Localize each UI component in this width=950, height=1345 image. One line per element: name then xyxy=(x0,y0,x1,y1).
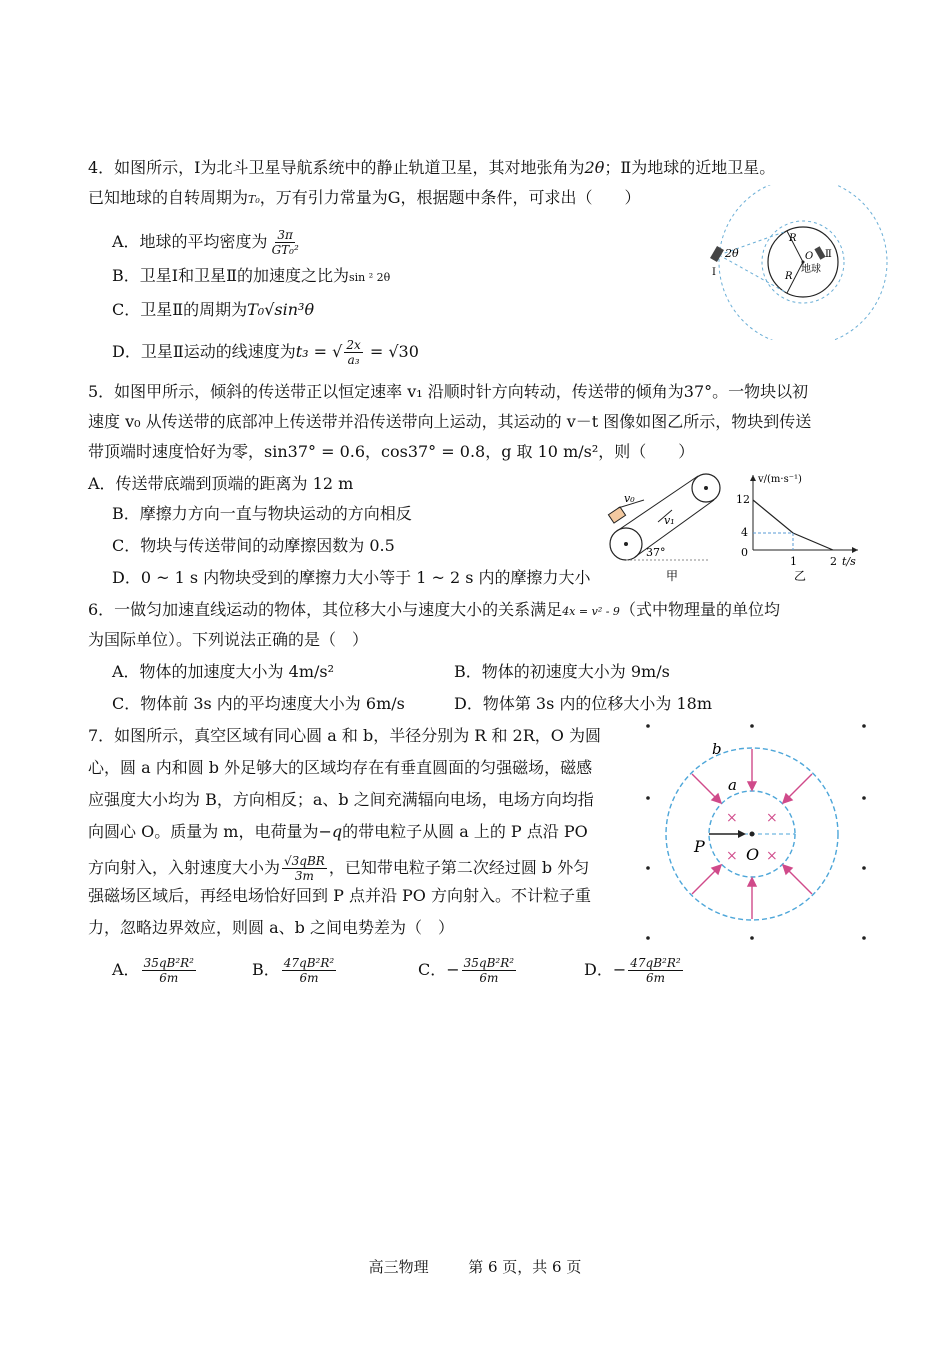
svg-text:v₀: v₀ xyxy=(624,492,635,505)
svg-text:O: O xyxy=(746,845,760,864)
q4-option-b: B．卫星Ⅰ和卫星Ⅱ的加速度之比为sin ² 2θ xyxy=(112,266,391,285)
svg-text:Ⅱ: Ⅱ xyxy=(825,249,832,260)
q4-option-a: A．地球的平均密度为 $\frac{3\pi}{\text{GT₀²}}$ xyxy=(112,228,299,257)
q5-option-d: D．0 ~ 1 s 内物块受到的摩擦力大小等于 1 ~ 2 s 内的摩擦力大小 xyxy=(112,568,591,587)
q5-line2: 速度 v₀ 从传送带的底部冲上传送带并沿传送带向上运动，其运动的 v－t 图像如图乙所示，物块到传送 xyxy=(88,412,812,431)
svg-text:×: × xyxy=(726,810,738,826)
q5-figure-conveyor xyxy=(600,466,730,586)
svg-text:b: b xyxy=(712,740,722,758)
q7-line7: 力，忽略边界效应，则圆 a、b 之间电势差为（ ） xyxy=(88,918,454,937)
svg-text:4: 4 xyxy=(741,526,748,539)
svg-text:R: R xyxy=(785,271,793,282)
svg-text:Ⅰ: Ⅰ xyxy=(712,267,716,278)
q5-line3: 带顶端时速度恰好为零，sin37° = 0.6，cos37° = 0.8，g 取 10 m/s²，则（ ） xyxy=(88,442,695,461)
q4-option-c: C．卫星Ⅱ的周期为T₀√sin³θ xyxy=(112,300,315,319)
q7-option-c: C．− $\frac{\text{35qB²R²}}{6m}$ xyxy=(418,956,515,985)
q7-option-b: B． $\frac{\text{47qB²R²}}{6m}$ xyxy=(252,956,335,985)
q4-option-d: D．卫星Ⅱ运动的线速度为t₃ = √ $\frac{2x}{\text{a₃}}$ = √30 xyxy=(112,338,419,367)
svg-text:v/(m·s⁻¹): v/(m·s⁻¹) xyxy=(758,474,802,485)
q7-line3: 应强度大小均为 B，方向相反；a、b 之间充满辐向电场，电场方向均指 xyxy=(88,790,594,809)
q6-option-c: C．物体前 3s 内的平均速度大小为 6m/s xyxy=(112,694,405,713)
q6-line2: 为国际单位）。下列说法正确的是（ ） xyxy=(88,630,369,649)
svg-text:t/s: t/s xyxy=(842,555,856,568)
svg-text:P: P xyxy=(694,837,705,856)
svg-text:2θ: 2θ xyxy=(725,247,739,260)
satellite-2-icon xyxy=(814,246,825,259)
q7-line4: 向圆心 O。质量为 m，电荷量为−q的带电粒子从圆 a 上的 P 点沿 PO xyxy=(88,822,588,841)
svg-text:乙: 乙 xyxy=(794,569,807,583)
page-footer xyxy=(0,1256,950,1277)
q6-option-a: A．物体的加速度大小为 4m/s² xyxy=(112,662,335,681)
svg-text:O: O xyxy=(805,251,814,262)
q7-line5: 方向射入，入射速度大小为 $\frac{\text{√3qBR}}{3m}$ ，已知带电粒子第二次经过圆 b 外匀 xyxy=(88,854,590,883)
svg-text:12: 12 xyxy=(736,493,750,506)
svg-text:×: × xyxy=(766,810,778,826)
svg-text:37°: 37° xyxy=(646,546,666,559)
satellite-1-icon xyxy=(710,246,724,262)
q5-option-a: A．传送带底端到顶端的距离为 12 m xyxy=(88,474,354,493)
svg-text:×: × xyxy=(766,848,778,864)
q7-line6: 强磁场区域后，再经电场恰好回到 P 点并沿 PO 方向射入。不计粒子重 xyxy=(88,886,591,905)
q7-figure xyxy=(636,718,876,948)
q7-line2: 心，圆 a 内和圆 b 外足够大的区域均存在有垂直圆面的匀强磁场，磁感 xyxy=(88,758,593,777)
q7-option-a: A． $\frac{\text{35qB²R²}}{6m}$ xyxy=(112,956,194,985)
svg-text:1: 1 xyxy=(790,555,797,568)
q6-line1: 6．一做匀加速直线运动的物体，其位移大小与速度大小的关系满足4x = v² - 9（式中物理量的单位均 xyxy=(88,600,780,619)
footer-page: 第 6 页，共 6 页 xyxy=(468,1258,582,1276)
q4-figure xyxy=(705,185,895,340)
block xyxy=(608,507,625,523)
svg-text:×: × xyxy=(726,848,738,864)
svg-text:a: a xyxy=(728,776,737,794)
q6-option-d: D．物体第 3s 内的位移大小为 18m xyxy=(454,694,713,713)
footer-subject: 高三物理 xyxy=(368,1258,429,1276)
vt-line xyxy=(753,500,833,550)
svg-text:地球: 地球 xyxy=(801,264,821,275)
svg-text:v₁: v₁ xyxy=(664,514,675,527)
svg-text:甲: 甲 xyxy=(666,569,679,583)
q4-line2: 已知地球的自转周期为T₀，万有引力常量为G，根据题中条件，可求出（ ） xyxy=(88,188,641,207)
svg-text:0: 0 xyxy=(741,546,748,559)
q5-option-c: C．物块与传送带间的动摩擦因数为 0.5 xyxy=(112,536,395,555)
q4-line1: 4．如图所示，Ⅰ为北斗卫星导航系统中的静止轨道卫星，其对地张角为2θ；Ⅱ为地球的近地卫星。 xyxy=(88,158,776,177)
q5-line1: 5．如图甲所示，倾斜的传送带正以恒定速率 v₁ 沿顺时针方向转动，传送带的倾角为37°。一物块以初 xyxy=(88,382,809,401)
q6-option-b: B．物体的初速度大小为 9m/s xyxy=(454,662,670,681)
q5-option-b: B．摩擦力方向一直与物块运动的方向相反 xyxy=(112,504,412,523)
svg-text:R: R xyxy=(789,233,797,244)
svg-text:2: 2 xyxy=(830,555,837,568)
q7-line1: 7．如图所示，真空区域有同心圆 a 和 b，半径分别为 R 和 2R，O 为圆 xyxy=(88,726,601,745)
q5-figure-vt-chart xyxy=(728,470,868,585)
q7-option-d: D．− $\frac{\text{47qB²R²}}{6m}$ xyxy=(584,956,681,985)
